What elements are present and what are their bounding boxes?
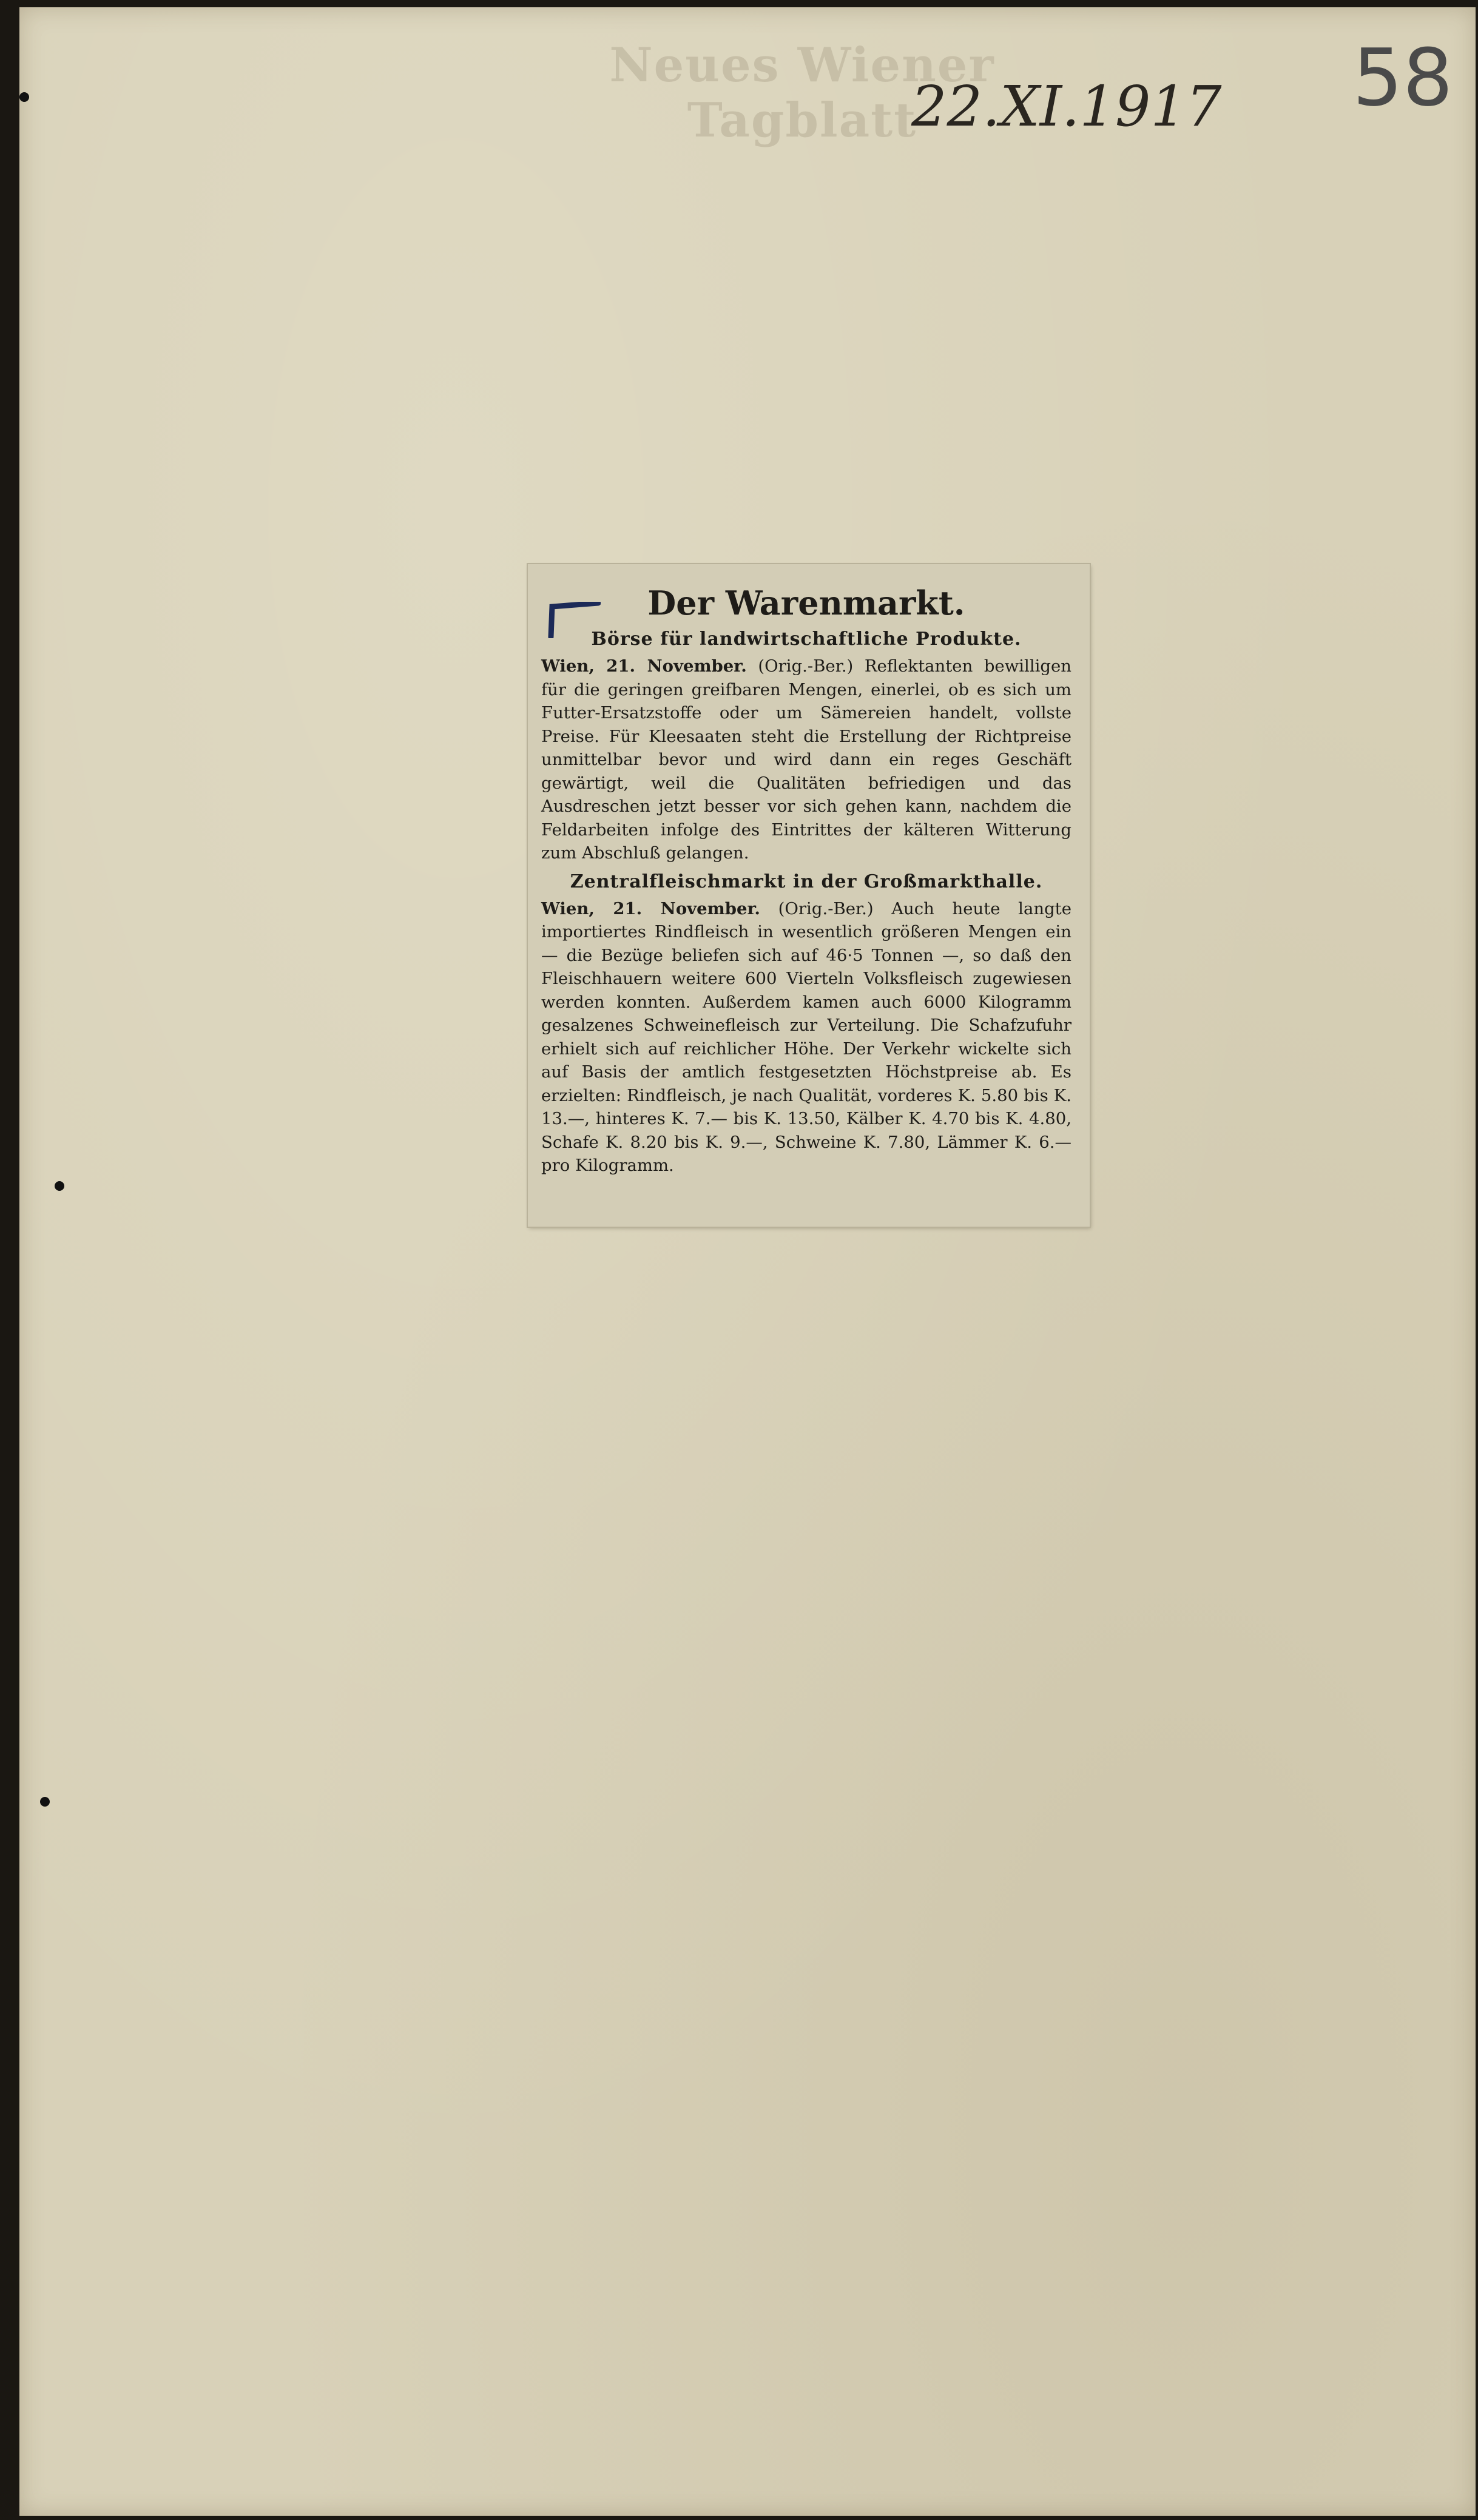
punch-hole [40, 1797, 50, 1807]
section-heading-fleischmarkt: Zentralfleischmarkt in der Großmarkthalle. [570, 871, 1043, 892]
section-heading-boerse: Börse für landwirtschaftliche Produkte. [591, 628, 1022, 650]
newspaper-stamp: Neues Wiener Tagblatt [609, 38, 995, 148]
dateline: Wien, 21. November. [541, 656, 747, 676]
newspaper-clipping [528, 564, 1090, 1227]
punch-hole [19, 92, 29, 102]
article-headline: Der Warenmarkt. [647, 584, 965, 622]
paragraph-text: (Orig.-Ber.) Reflektanten bewilligen für die geringen greifbaren Mengen, einerlei, ob es sich um Futter-Ersatzstoffe oder um Sämereien handelt, vollste Preise. Für Kleesaaten steht die Erstellung der Richtpreise unmittelbar bevor und wird dann ein reges Geschäft gewärtigt, weil die Qualitäten befriedigen und das Ausdreschen jetzt besser vor sich gehen kann, nachdem die Feldarbeiten infolge des Eintrittes der kälteren Witterung zum Abschluß gelangen. [541, 656, 1072, 863]
handwritten-date: 22.XI.1917 [911, 74, 1222, 139]
section-body-boerse [541, 655, 1071, 865]
dateline: Wien, 21. November. [541, 898, 760, 918]
punch-hole [55, 1181, 64, 1191]
section-body-fleischmarkt [541, 897, 1071, 1177]
blue-pencil-mark-icon [546, 602, 601, 638]
archive-sheet [19, 7, 1476, 2516]
page-number: 58 [1352, 32, 1453, 124]
paragraph-text: (Orig.-Ber.) Auch heute langte importiertes Rindfleisch in wesentlich größeren Mengen ein — die Bezüge beliefen sich auf 46·5 Tonnen —, so daß den Fleischhauern weitere 600 Vierteln Volksfleisch zugewiesen werden konnten. Außerdem kamen auch 6000 Kilogramm gesalzenes Schweinefleisch zur Verteilung. Die Schafzufuhr erhielt sich auf reichlicher Höhe. Der Verkehr wickelte sich auf Basis der amtlich festgesetzten Höchstpreise ab. Es erzielten: Rindfleisch, je nach Qualität, vorderes K. 5.80 bis K. 13.—, hinteres K. 7.— bis K. 13.50, Kälber K. 4.70 bis K. 4.80, Schafe K. 8.20 bis K. 9.—, Schweine K. 7.80, Lämmer K. 6.— pro Kilogramm. [541, 898, 1071, 1175]
section-gap [541, 865, 1071, 871]
